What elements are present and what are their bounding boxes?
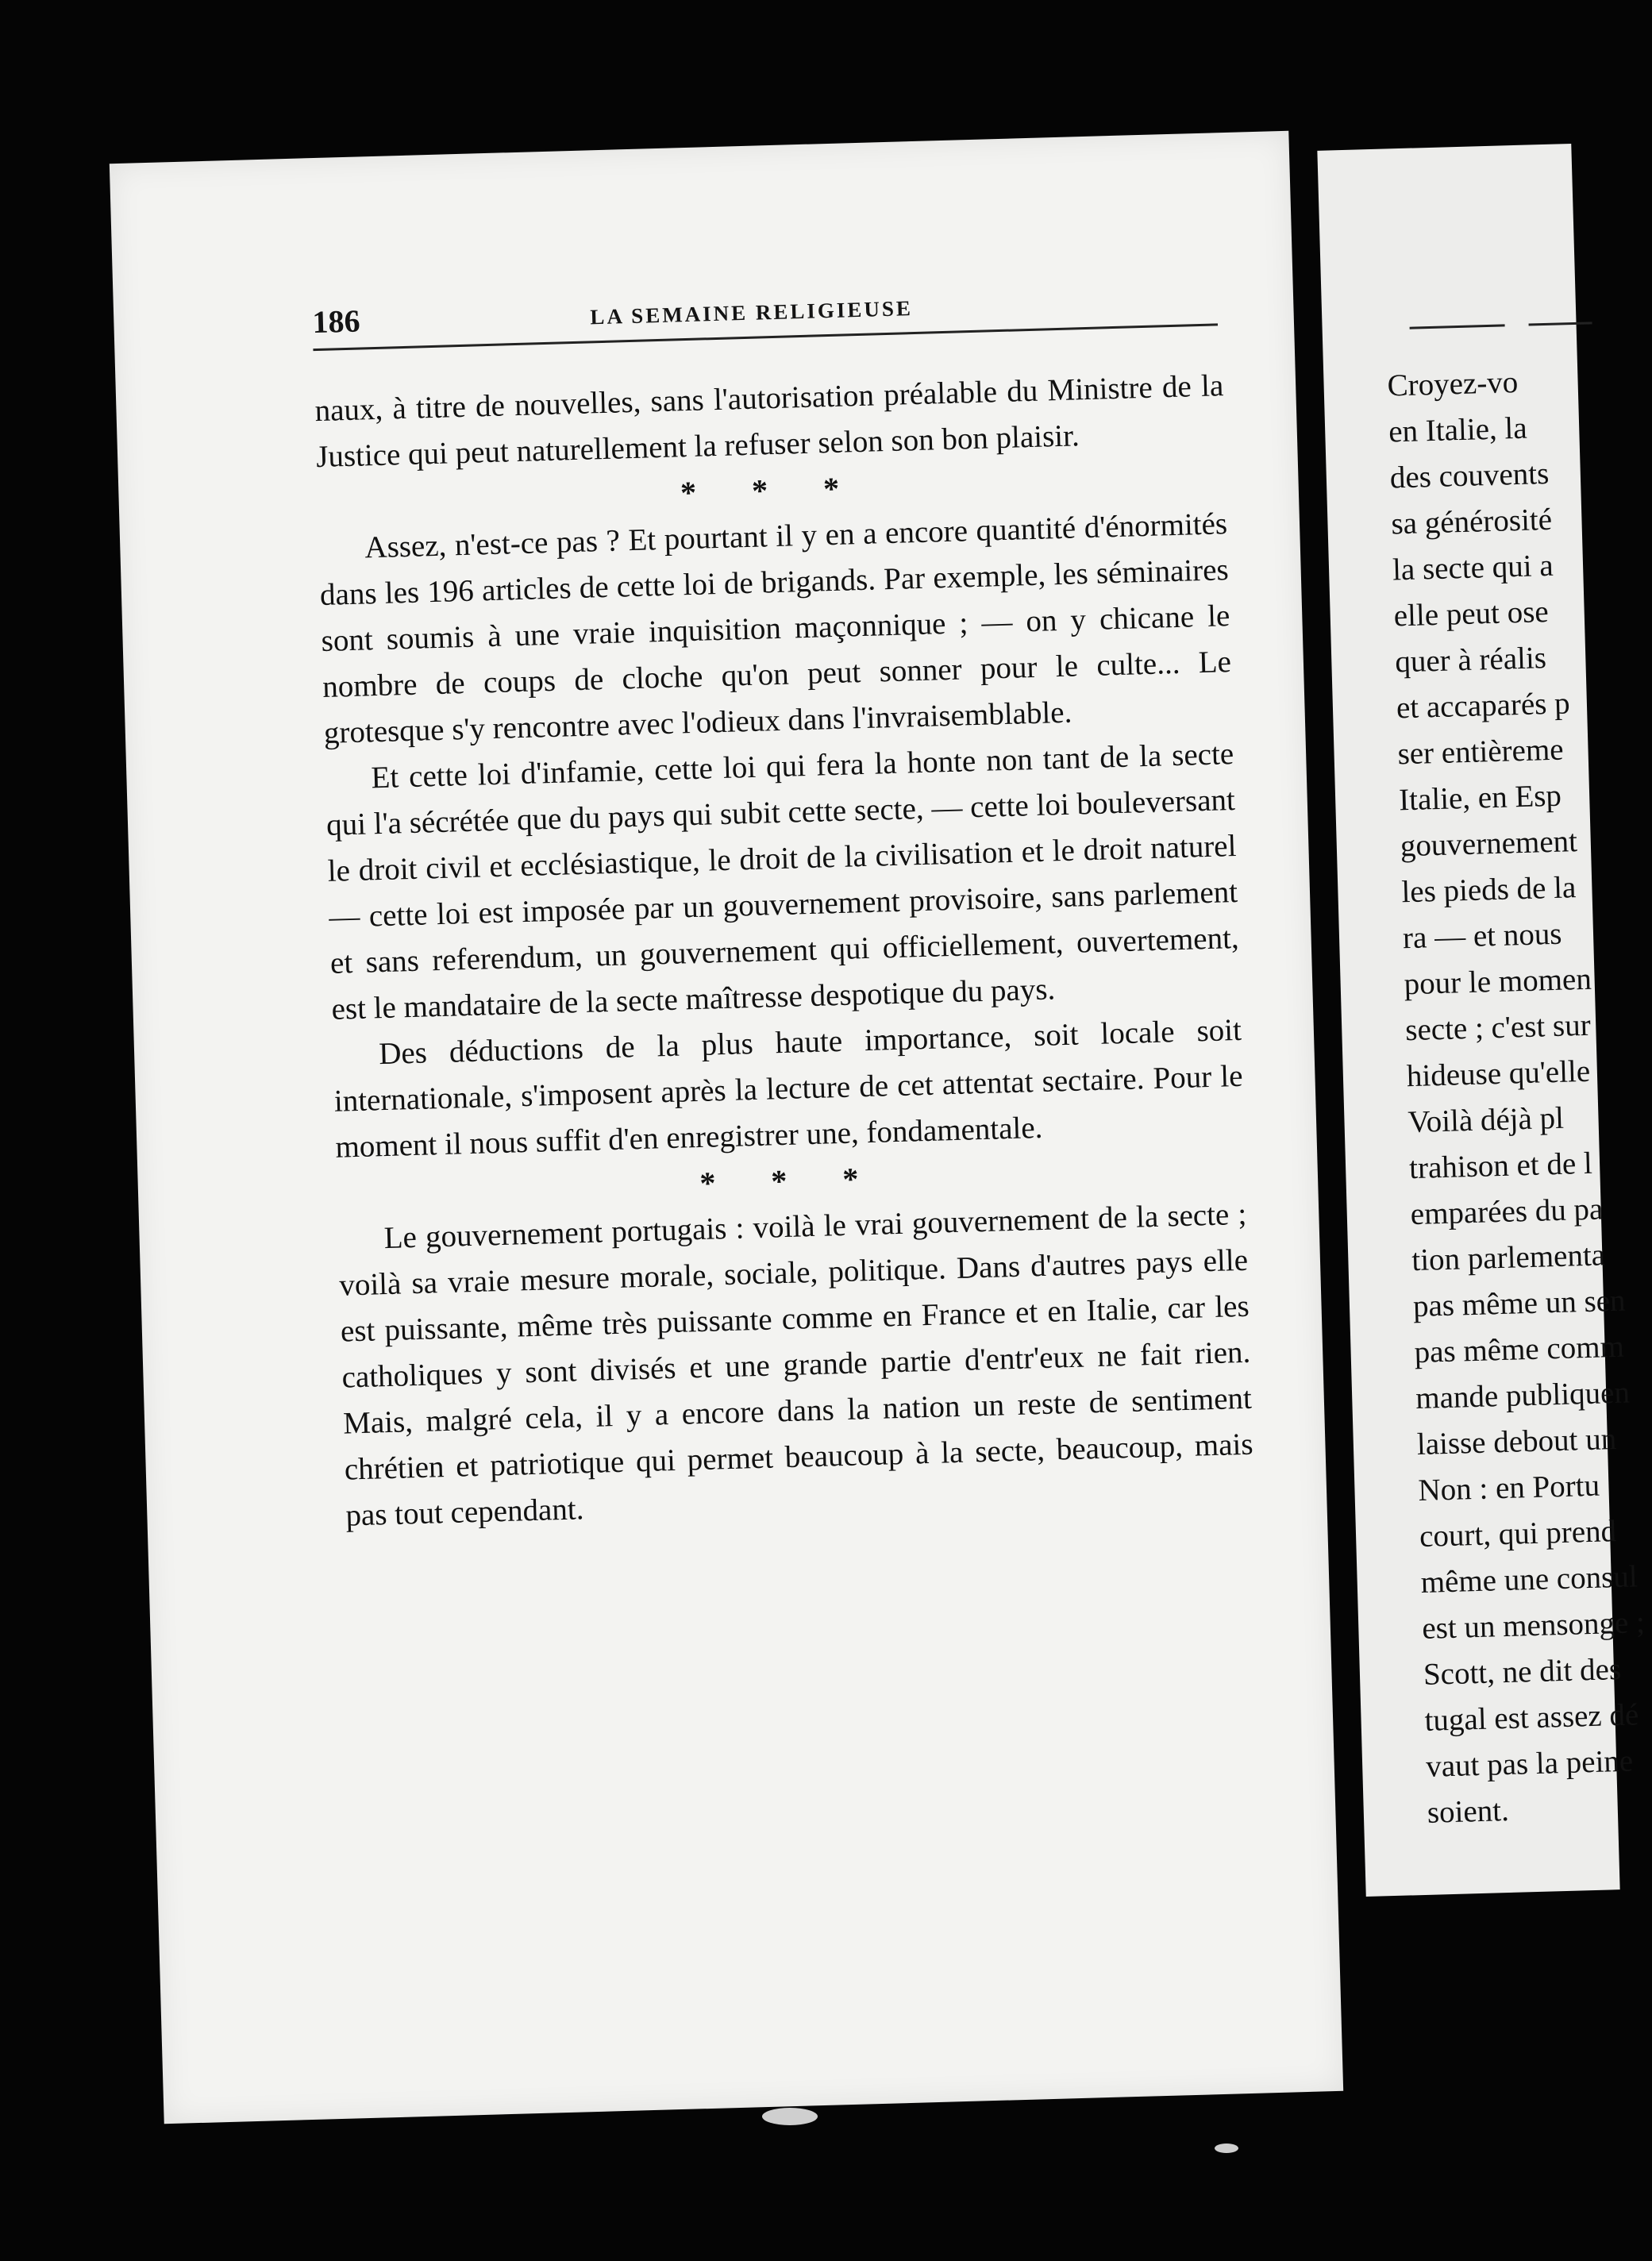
left-page (110, 131, 1343, 2124)
text-line: mande publiquen (1415, 1375, 1631, 1416)
text-line: sa générosité (1390, 502, 1553, 541)
running-title: LA SEMAINE RELIGIEUSE (590, 296, 914, 329)
section-divider: * * * (680, 469, 864, 511)
text-line: et accaparés p (1396, 686, 1571, 726)
paragraph: naux, à titre de nouvelles, sans l'autorisation préalable du Ministre de la Justice qui peut naturellement la refuser selon son bon plaisir. (314, 368, 1224, 475)
text-line: pas même un sen (1412, 1283, 1627, 1324)
section-divider: * * * (699, 1160, 883, 1201)
text-line: ra — et nous (1402, 916, 1562, 956)
running-head (311, 260, 1218, 351)
text-line: secte ; c'est sur (1404, 1007, 1592, 1048)
text-line: en Italie, la (1388, 410, 1528, 449)
text-line: tion parlementa (1411, 1238, 1606, 1278)
text-line: elle peut ose (1393, 594, 1550, 634)
text-line: quer à réalis (1394, 641, 1547, 680)
text-line: ser entièreme (1397, 732, 1565, 772)
text-line: la secte qui a (1392, 548, 1554, 587)
text-line: court, qui prend (1419, 1514, 1617, 1554)
text-line: trahison et de l (1408, 1146, 1593, 1186)
text-line: gouvernement (1400, 824, 1578, 864)
text-line: Scott, ne dit des (1423, 1651, 1622, 1692)
right-page (1317, 144, 1646, 1897)
text-line: même une consul (1420, 1559, 1639, 1600)
text-line: vaut pas la peine (1425, 1743, 1634, 1784)
text-line: laisse debout un (1416, 1422, 1617, 1462)
text-line: tugal est assez dé (1424, 1697, 1639, 1738)
text-line: Croyez-vo (1387, 364, 1519, 403)
right-page-text (1387, 358, 1646, 1836)
dust-speck (1215, 2144, 1238, 2153)
header-rule (1410, 324, 1505, 329)
text-line: est un mensonge ; (1421, 1605, 1646, 1646)
text-line: Italie, en Esp (1398, 778, 1562, 818)
paragraph: Des déductions de la plus haute importance, soit locale soit internationale, s'imposent après la lecture de cet attentat sectaire. Pour le moment il nous suffit d'en enregistrer une, fondamentale. (333, 1012, 1244, 1165)
paragraph: Et cette loi d'infamie, cette loi qui fera la honte non tant de la secte qui l'a sécrétée que du pays qui subit cette secte, — cette loi bouleversant le droit civil et ecclésiastique, le droit de la civilisation et le droit naturel — cette loi est imposée par un gouvernement provisoire, sans parlement et sans referendum, un gouvernement qui officiellement, ouvertement, est le mandataire de la secte maîtresse despotique du pays. (325, 736, 1240, 1027)
text-line: soient. (1427, 1793, 1510, 1830)
text-line: des couvents (1389, 456, 1550, 495)
paragraph: Le gouvernement portugais : voilà le vrai gouvernement de la secte ; voilà sa vraie mesure morale, sociale, politique. Dans d'autres pays elle est puissante, même très puissante comme en France et en Italie, car les catholiques y sont divisés et une grande partie d'entr'eux ne fait rien. Mais, malgré cela, il y a encore dans la nation un reste de sentiment chrétien et patriotique qui permet beaucoup à la secte, beaucoup, mais pas tout cependant. (338, 1196, 1254, 1533)
header-rule (1529, 322, 1592, 325)
text-line: pour le momen (1404, 961, 1592, 1002)
page-number: 186 (311, 302, 361, 341)
text-line: pas même comm (1414, 1329, 1625, 1370)
body-text (314, 363, 1255, 1539)
dust-speck (762, 2108, 818, 2125)
paragraph: Assez, n'est-ce pas ? Et pourtant il y en a encore quantité d'énormités dans les 196 articles de cette loi de brigands. Par exemple, les séminaires sont soumis à une vraie inquisition maçonnique ; — on y chicane le nombre de coups de cloche qu'on peut sonner pour le culte... Le grotesque s'y rencontre avec l'odieux dans l'invraisemblable. (319, 507, 1232, 750)
text-line: les pieds de la (1400, 870, 1577, 910)
text-line: emparées du pa (1410, 1192, 1604, 1232)
text-line: Voilà déjà pl (1407, 1100, 1565, 1140)
text-line: Non : en Portu (1417, 1468, 1600, 1508)
text-line: hideuse qu'elle (1406, 1053, 1591, 1094)
